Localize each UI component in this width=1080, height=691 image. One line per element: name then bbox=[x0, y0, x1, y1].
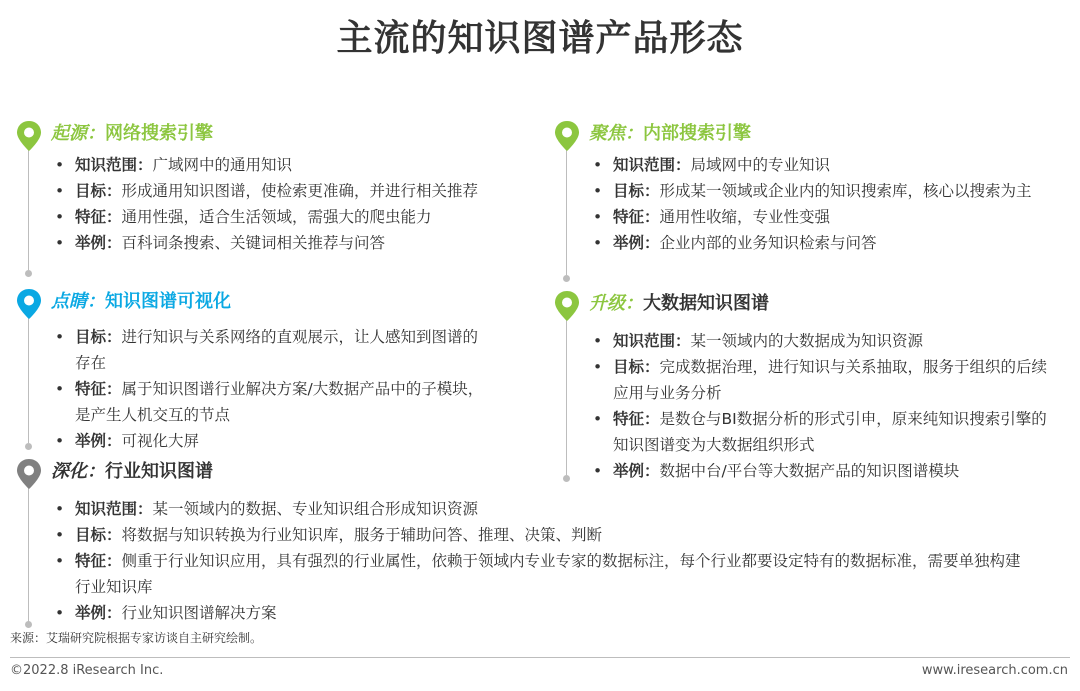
location-pin-icon bbox=[15, 120, 43, 152]
item-text: 完成数据治理，进行知识与关系抽取，服务于组织的后续应用与业务分析 bbox=[613, 358, 1048, 402]
item-list bbox=[593, 152, 1048, 256]
heading-label: 网络搜索引擎 bbox=[105, 123, 213, 144]
location-pin-icon bbox=[15, 288, 43, 320]
section-heading bbox=[51, 120, 213, 148]
list-item bbox=[55, 376, 485, 428]
heading-separator: ： bbox=[87, 291, 105, 312]
page-title: 主流的知识图谱产品形态 bbox=[336, 18, 744, 59]
list-item bbox=[55, 178, 485, 204]
section-heading bbox=[589, 290, 769, 318]
list-item bbox=[55, 230, 485, 256]
item-key: 知识范围： bbox=[75, 156, 153, 174]
location-pin-icon bbox=[553, 290, 581, 322]
heading-label: 行业知识图谱 bbox=[105, 461, 213, 482]
item-key: 特征： bbox=[75, 380, 122, 398]
list-item bbox=[593, 354, 1048, 406]
timeline-dot bbox=[25, 621, 32, 628]
item-text: 形成通用知识图谱，使检索更准确，并进行相关推荐 bbox=[121, 182, 479, 200]
item-key: 目标： bbox=[613, 358, 660, 376]
heading-highlight: 升级 bbox=[589, 293, 625, 314]
item-key: 知识范围： bbox=[613, 156, 691, 174]
timeline-line bbox=[28, 318, 29, 443]
item-text: 某一领域内的数据、专业知识组合形成知识资源 bbox=[152, 500, 479, 518]
item-text: 进行知识与关系网络的直观展示，让人感知到图谱的存在 bbox=[75, 328, 479, 372]
item-text: 某一领域内的大数据成为知识资源 bbox=[690, 332, 924, 350]
copyright: ©2022.8 iResearch Inc. bbox=[10, 663, 164, 678]
item-text: 属于知识图谱行业解决方案/大数据产品中的子模块，是产生人机交互的节点 bbox=[75, 380, 484, 424]
item-key: 知识范围： bbox=[75, 500, 153, 518]
item-text: 侧重于行业知识应用，具有强烈的行业属性，依赖于领域内专业专家的数据标注，每个行业都要设定特有的数据标准，需要单独构建行业知识库 bbox=[75, 552, 1021, 596]
list-item bbox=[593, 152, 1048, 178]
item-text: 通用性强，适合生活领域，需强大的爬虫能力 bbox=[121, 208, 432, 226]
item-key: 特征： bbox=[75, 208, 122, 226]
item-key: 目标： bbox=[75, 526, 122, 544]
timeline-line bbox=[28, 150, 29, 270]
timeline-dot bbox=[563, 275, 570, 282]
section-upgrade bbox=[553, 290, 1063, 490]
item-list bbox=[55, 496, 1025, 626]
timeline-line bbox=[566, 150, 567, 275]
list-item bbox=[55, 428, 485, 454]
item-text: 通用性收缩，专业性变强 bbox=[659, 208, 831, 226]
item-key: 举例： bbox=[75, 432, 122, 450]
website-link[interactable]: www.iresearch.com.cn bbox=[921, 663, 1068, 678]
list-item bbox=[593, 178, 1048, 204]
heading-highlight: 点睛 bbox=[51, 291, 87, 312]
item-key: 目标： bbox=[75, 182, 122, 200]
section-heading bbox=[51, 458, 213, 486]
heading-highlight: 起源 bbox=[51, 123, 87, 144]
section-origin bbox=[15, 120, 535, 280]
item-list bbox=[55, 152, 485, 256]
heading-label: 内部搜索引擎 bbox=[643, 123, 751, 144]
item-key: 知识范围： bbox=[613, 332, 691, 350]
timeline-line bbox=[28, 488, 29, 623]
list-item bbox=[593, 458, 1048, 484]
location-pin-icon bbox=[553, 120, 581, 152]
section-highlight bbox=[15, 288, 535, 448]
list-item bbox=[55, 152, 485, 178]
heading-separator: ： bbox=[87, 123, 105, 144]
item-list bbox=[55, 324, 485, 454]
heading-label: 大数据知识图谱 bbox=[643, 293, 769, 314]
item-key: 特征： bbox=[75, 552, 122, 570]
footer-divider bbox=[10, 657, 1070, 658]
list-item bbox=[55, 496, 1025, 522]
item-list bbox=[593, 328, 1048, 484]
item-key: 特征： bbox=[613, 410, 660, 428]
item-key: 目标： bbox=[75, 328, 122, 346]
section-focus bbox=[553, 120, 1063, 285]
item-key: 目标： bbox=[613, 182, 660, 200]
heading-separator: ： bbox=[625, 123, 643, 144]
item-text: 可视化大屏 bbox=[121, 432, 200, 450]
item-text: 数据中台/平台等大数据产品的知识图谱模块 bbox=[659, 462, 960, 480]
heading-highlight: 深化 bbox=[51, 461, 87, 482]
heading-separator: ： bbox=[87, 461, 105, 482]
location-pin-icon bbox=[15, 458, 43, 490]
list-item bbox=[593, 204, 1048, 230]
timeline-dot bbox=[25, 270, 32, 277]
item-text: 企业内部的业务知识检索与问答 bbox=[659, 234, 877, 252]
item-key: 举例： bbox=[613, 462, 660, 480]
timeline-line bbox=[566, 320, 567, 475]
item-text: 行业知识图谱解决方案 bbox=[121, 604, 277, 622]
list-item bbox=[593, 230, 1048, 256]
item-key: 举例： bbox=[75, 604, 122, 622]
list-item bbox=[593, 328, 1048, 354]
section-heading bbox=[51, 288, 231, 316]
list-item bbox=[593, 406, 1048, 458]
timeline-dot bbox=[563, 475, 570, 482]
list-item bbox=[55, 600, 1025, 626]
section-heading bbox=[589, 120, 751, 148]
heading-label: 知识图谱可视化 bbox=[105, 291, 231, 312]
item-key: 特征： bbox=[613, 208, 660, 226]
list-item bbox=[55, 548, 1025, 600]
source-note: 来源：艾瑞研究院根据专家访谈自主研究绘制。 bbox=[10, 631, 263, 645]
list-item bbox=[55, 324, 485, 376]
item-text: 百科词条搜索、关键词相关推荐与问答 bbox=[121, 234, 386, 252]
item-text: 广域网中的通用知识 bbox=[152, 156, 293, 174]
item-text: 局域网中的专业知识 bbox=[690, 156, 831, 174]
item-key: 举例： bbox=[75, 234, 122, 252]
timeline-dot bbox=[25, 443, 32, 450]
list-item bbox=[55, 522, 1025, 548]
heading-separator: ： bbox=[625, 293, 643, 314]
heading-highlight: 聚焦 bbox=[589, 123, 625, 144]
item-text: 形成某一领域或企业内的知识搜索库，核心以搜索为主 bbox=[659, 182, 1032, 200]
item-text: 是数仓与BI数据分析的形式引申，原来纯知识搜索引擎的知识图谱变为大数据组织形式 bbox=[613, 410, 1047, 454]
list-item bbox=[55, 204, 485, 230]
item-key: 举例： bbox=[613, 234, 660, 252]
item-text: 将数据与知识转换为行业知识库，服务于辅助问答、推理、决策、判断 bbox=[121, 526, 603, 544]
